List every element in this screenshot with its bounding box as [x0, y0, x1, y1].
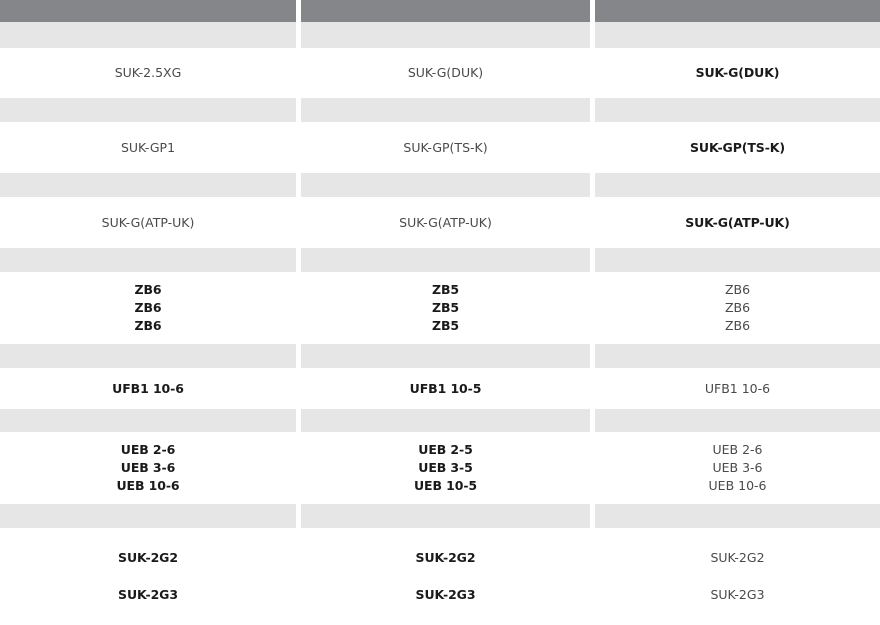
cell-text: SUK-2G2: [710, 550, 765, 565]
separator-cell: [595, 98, 880, 122]
cell-text: SUK-G(ATP-UK): [101, 214, 195, 230]
cell-text: SUK-G(ATP-UK): [399, 214, 492, 230]
cell-text: UEB 3-6: [120, 460, 176, 475]
separator-cell: [0, 22, 296, 48]
separator-cell: [0, 409, 296, 432]
table-header: [0, 0, 880, 22]
separator-cell: [301, 98, 590, 122]
cell-text: UEB 3-6: [712, 460, 763, 475]
table-row: [0, 272, 880, 344]
table-cell: [595, 48, 880, 98]
separator-cell: [595, 504, 880, 528]
table-cell: [301, 197, 590, 248]
row-separator: [0, 22, 880, 48]
table-cell: [595, 197, 880, 248]
cell-text: SUK-2G3: [118, 587, 178, 602]
cell-text: SUK-G(DUK): [407, 65, 484, 80]
cell-text: UEB 10-6: [708, 478, 767, 493]
table-cell: [0, 122, 296, 173]
table-row: [0, 528, 880, 625]
table-cell: [301, 272, 590, 344]
cell-text: SUK-2G2: [118, 550, 178, 565]
table-cell: [301, 528, 590, 625]
table-cell: [0, 48, 296, 98]
cell-text: UFB1 10-5: [409, 380, 482, 396]
row-separator: [0, 248, 880, 272]
cell-text: SUK-2G3: [710, 587, 765, 602]
separator-cell: [301, 344, 590, 368]
cell-text: SUK-GP1: [120, 139, 176, 155]
table-row: [0, 48, 880, 98]
cell-text: SUK-GP(TS-K): [403, 139, 488, 155]
cell-text: UEB 10-6: [116, 478, 180, 493]
cell-text: UEB 2-5: [418, 442, 473, 457]
table-cell: [595, 122, 880, 173]
table-cell: [595, 368, 880, 409]
separator-cell: [595, 173, 880, 197]
header-cell-3: [595, 0, 880, 22]
cell-text: UFB1 10-6: [112, 380, 184, 396]
table-row: [0, 122, 880, 173]
separator-cell: [0, 98, 296, 122]
separator-cell: [595, 22, 880, 48]
separator-cell: [301, 173, 590, 197]
table-cell: [301, 122, 590, 173]
separator-cell: [301, 248, 590, 272]
separator-cell: [0, 248, 296, 272]
table-cell: [595, 528, 880, 625]
cell-text: SUK-2.5XG: [114, 65, 182, 80]
separator-cell: [301, 22, 590, 48]
header-cell-1: [0, 0, 296, 22]
row-separator: [0, 504, 880, 528]
separator-cell: [595, 248, 880, 272]
row-separator: [0, 98, 880, 122]
table-cell: [301, 368, 590, 409]
cell-text: ZB6: [724, 300, 751, 315]
table-cell: [301, 432, 590, 504]
cell-text: SUK-G(ATP-UK): [685, 214, 790, 230]
cell-text: SUK-2G3: [415, 587, 476, 602]
cell-text: ZB6: [724, 318, 751, 333]
cell-text: UEB 3-5: [418, 460, 473, 475]
separator-cell: [0, 504, 296, 528]
table-cell: [595, 432, 880, 504]
cell-text: ZB6: [134, 282, 162, 297]
row-separator: [0, 173, 880, 197]
header-cell-2: [301, 0, 590, 22]
cell-text: UEB 2-6: [712, 442, 763, 457]
cell-text: UEB 10-5: [413, 478, 478, 493]
row-separator: [0, 409, 880, 432]
table-cell: [0, 368, 296, 409]
table-row: [0, 432, 880, 504]
separator-cell: [595, 409, 880, 432]
table-row: [0, 368, 880, 409]
cell-text: SUK-GP(TS-K): [690, 139, 785, 155]
cell-text: ZB6: [724, 282, 751, 297]
table-cell: [0, 432, 296, 504]
cell-text: ZB5: [432, 282, 459, 297]
separator-cell: [0, 173, 296, 197]
cell-text: UFB1 10-6: [704, 380, 771, 396]
cell-text: ZB5: [432, 300, 459, 315]
cell-text: ZB5: [432, 318, 459, 333]
table-cell: [0, 528, 296, 625]
separator-cell: [0, 344, 296, 368]
table-cell: [301, 48, 590, 98]
table-cell: [595, 272, 880, 344]
row-separator: [0, 344, 880, 368]
table-cell: [0, 272, 296, 344]
cell-text: ZB6: [134, 318, 162, 333]
cell-text: ZB6: [134, 300, 162, 315]
cell-text: SUK-2G2: [415, 550, 476, 565]
separator-cell: [301, 504, 590, 528]
table-row: [0, 197, 880, 248]
separator-cell: [595, 344, 880, 368]
cell-text: UEB 2-6: [120, 442, 176, 457]
table-cell: [0, 197, 296, 248]
separator-cell: [301, 409, 590, 432]
cell-text: SUK-G(DUK): [695, 65, 780, 80]
